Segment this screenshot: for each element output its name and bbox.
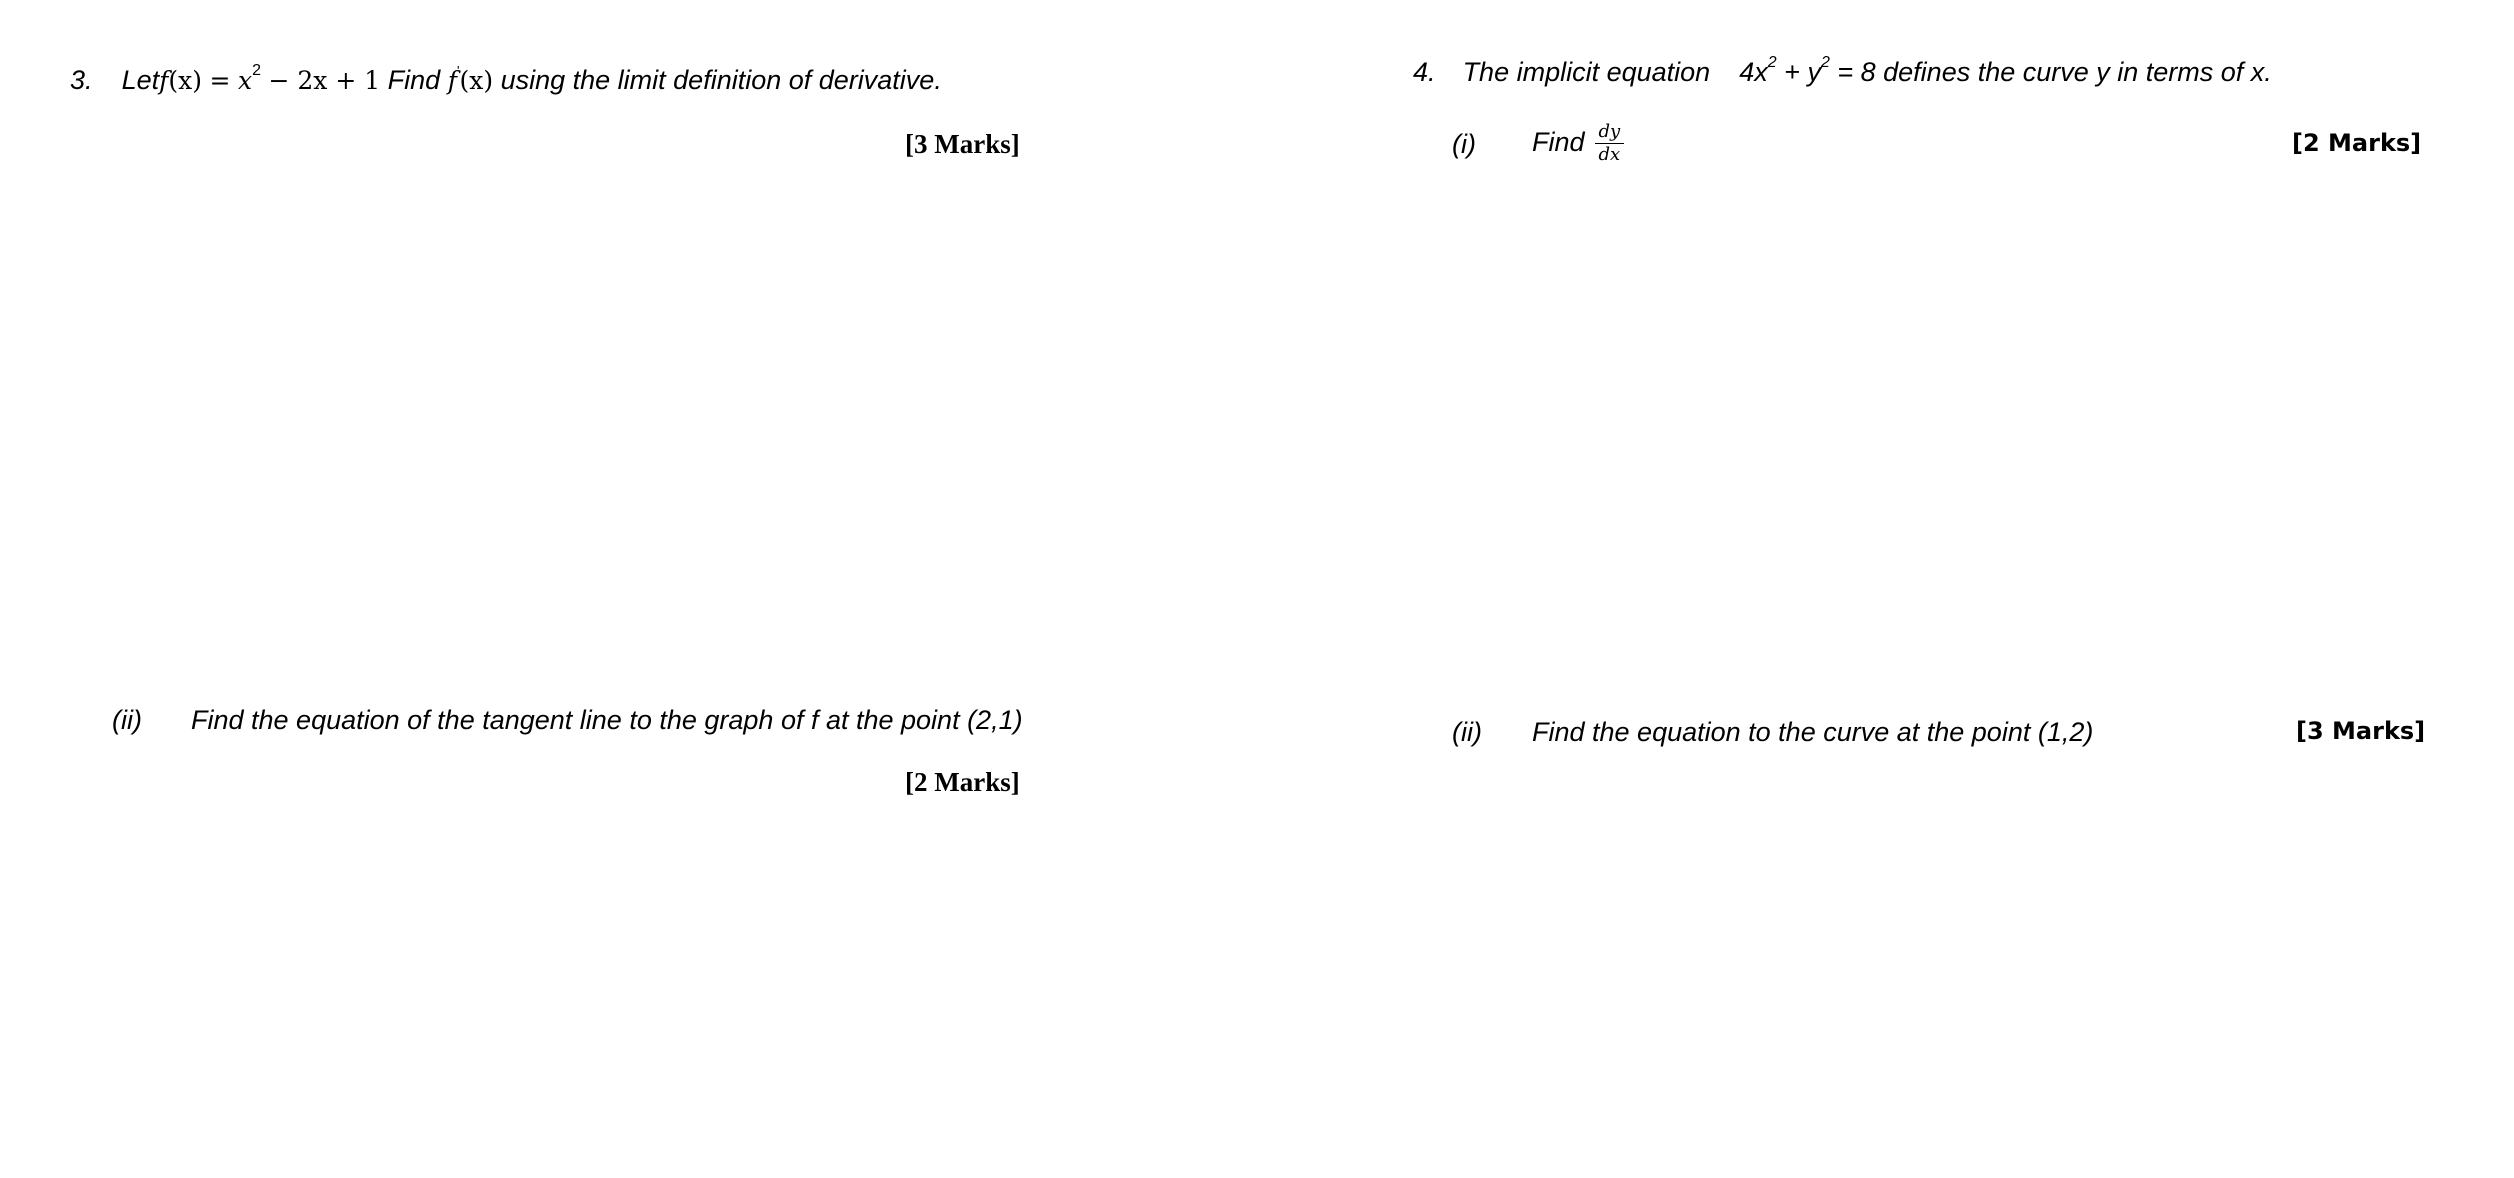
q3-fprime-args: (x) <box>459 66 494 95</box>
q3-part-ii-marks: [2 Marks] <box>905 767 1020 797</box>
q4-eq-b: + y <box>1776 57 1821 87</box>
q4-eq-sup2: 2 <box>1820 54 1830 71</box>
q3-tail: using the limit definition of derivative. <box>500 65 942 95</box>
q4-part-i-find: Find <box>1532 127 1585 157</box>
q3-marks: [3 Marks] <box>905 129 1020 159</box>
q4-eq-sup1: 2 <box>1767 54 1777 71</box>
q3-part-ii-text: Find the equation of the tangent line to the graph of f at the point (2,1) <box>191 705 1023 735</box>
q4-eq-a: 4x <box>1739 57 1768 87</box>
frac-denominator: dx <box>1598 144 1621 166</box>
q4-part-i-marks: [2 Marks] <box>2292 129 2422 157</box>
q3-fx-args: (x) <box>168 66 202 95</box>
q4-intro: The implicit equation <box>1462 57 1711 87</box>
q3-let: Let <box>121 65 160 95</box>
q3-exponent: 2 <box>252 62 261 79</box>
q4-part-i-label: (i) <box>1452 129 1476 159</box>
q3-prime: ' <box>456 63 460 78</box>
dy-dx-fraction <box>1595 121 1625 166</box>
q4-part-i <box>1532 112 1624 172</box>
q3-number: 3. <box>70 65 93 95</box>
frac-numerator: dy <box>1595 121 1625 144</box>
q3-fprime: f <box>447 66 457 95</box>
q4-eq-c: = 8 defines the curve y in terms of x. <box>1829 57 2272 87</box>
q3-func: f <box>159 66 169 95</box>
q3-equals: = <box>209 66 231 95</box>
q3-x: x <box>237 66 253 95</box>
q4-part-ii-text: Find the equation to the curve at the point (1,2) <box>1532 717 2094 747</box>
q3-rest: − 2x + 1 <box>268 66 381 95</box>
q4-number: 4. <box>1413 57 1436 87</box>
q4-part-ii-marks: [3 Marks] <box>2296 717 2426 745</box>
q3-part-ii-label: (ii) <box>112 705 142 735</box>
q3-heading <box>70 63 942 98</box>
q4-part-ii-label: (ii) <box>1452 717 1482 747</box>
q3-find: Find <box>387 65 441 95</box>
q4-heading <box>1413 55 2272 89</box>
